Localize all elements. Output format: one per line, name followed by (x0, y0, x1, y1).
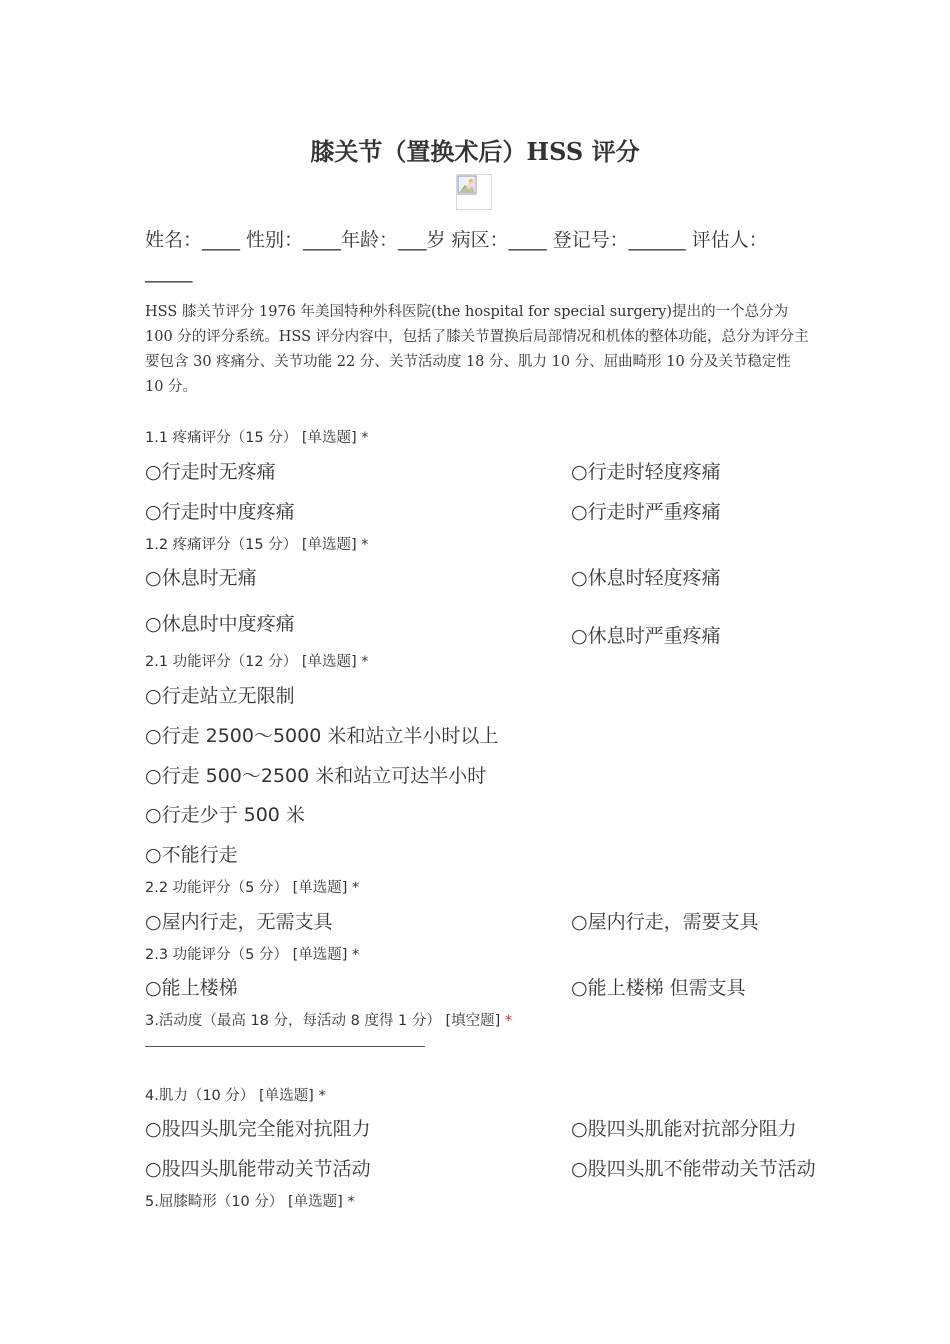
question-2-2-label (145, 876, 359, 897)
option-radio[interactable]: ○股四头肌不能带动关节活动 (571, 1158, 816, 1180)
fill-in-blank-input[interactable] (145, 1046, 425, 1047)
question-text: 2.2 功能评分（5 分） [单选题] (145, 880, 348, 896)
page-title: 膝关节（置换术后）HSS 评分 (310, 137, 640, 166)
option-radio[interactable]: ○行走时严重疼痛 (571, 501, 721, 523)
option-radio[interactable]: ○行走时中度疼痛 (145, 501, 295, 523)
option-radio[interactable]: ○行走时无疼痛 (145, 461, 276, 483)
question-5-label (145, 1190, 355, 1211)
broken-image-icon (456, 174, 492, 210)
required-mark: * (504, 1013, 513, 1029)
option-radio[interactable]: ○行走时轻度疼痛 (571, 461, 721, 483)
option-radio[interactable]: ○休息时无痛 (145, 567, 257, 589)
question-text: 3.活动度（最高 18 分，每活动 8 度得 1 分） [填空题] (145, 1013, 501, 1029)
option-radio[interactable]: ○行走少于 500 米 (145, 804, 305, 826)
question-2-3-label (145, 943, 359, 964)
option-radio[interactable]: ○休息时中度疼痛 (145, 613, 295, 635)
question-text: 4.肌力（10 分） [单选题] (145, 1088, 314, 1104)
question-text: 1.2 疼痛评分（15 分） [单选题] (145, 537, 357, 553)
option-radio[interactable]: ○休息时轻度疼痛 (571, 567, 721, 589)
question-text: 1.1 疼痛评分（15 分） [单选题] (145, 430, 357, 446)
question-1-1-label (145, 426, 369, 447)
required-mark: * (347, 1194, 355, 1210)
required-mark: * (361, 537, 369, 553)
option-radio[interactable]: ○能上楼梯 (145, 977, 238, 999)
question-4-label (145, 1084, 326, 1105)
option-radio[interactable]: ○股四头肌完全能对抗阻力 (145, 1118, 371, 1140)
question-3-label (145, 1009, 512, 1030)
question-text: 5.屈膝畸形（10 分） [单选题] (145, 1194, 343, 1210)
question-text: 2.1 功能评分（12 分） [单选题] (145, 654, 357, 670)
option-radio[interactable]: ○不能行走 (145, 844, 238, 866)
required-mark: * (361, 654, 369, 670)
option-radio[interactable]: ○能上楼梯 但需支具 (571, 977, 746, 999)
required-mark: * (352, 880, 360, 896)
question-2-1-label (145, 650, 369, 671)
required-mark: * (318, 1088, 326, 1104)
required-mark: * (361, 430, 369, 446)
question-1-2-label (145, 533, 369, 554)
option-radio[interactable]: ○股四头肌能对抗部分阻力 (571, 1118, 797, 1140)
required-mark: * (352, 947, 360, 963)
option-radio[interactable]: ○股四头肌能带动关节活动 (145, 1158, 371, 1180)
intro-paragraph: HSS 膝关节评分 1976 年美国特种外科医院(the hospital for special surgery)提出的一个总分为 100 分的评分系统。HSS 评分内容中，包括了膝关节置换后局部情况和机体的整体功能，总分为评分主要包含 30 疼痛分、关节功能 22 分、关节活动度 18 分、肌力 10 分、屈曲畸形 10 分及关节稳定性 10 分。 (145, 304, 809, 395)
option-radio[interactable]: ○屋内行走，无需支具 (145, 911, 333, 933)
patient-info-line: 姓名：____ 性别：____年龄：___岁 病区：____ 登记号：______ 评估人：_____ (145, 229, 768, 283)
question-text: 2.3 功能评分（5 分） [单选题] (145, 947, 348, 963)
option-radio[interactable]: ○行走 500～2500 米和站立可达半小时 (145, 765, 487, 787)
option-radio[interactable]: ○行走 2500～5000 米和站立半小时以上 (145, 725, 499, 747)
option-radio[interactable]: ○休息时严重疼痛 (571, 625, 721, 647)
option-radio[interactable]: ○屋内行走，需要支具 (571, 911, 759, 933)
option-radio[interactable]: ○行走站立无限制 (145, 685, 295, 707)
